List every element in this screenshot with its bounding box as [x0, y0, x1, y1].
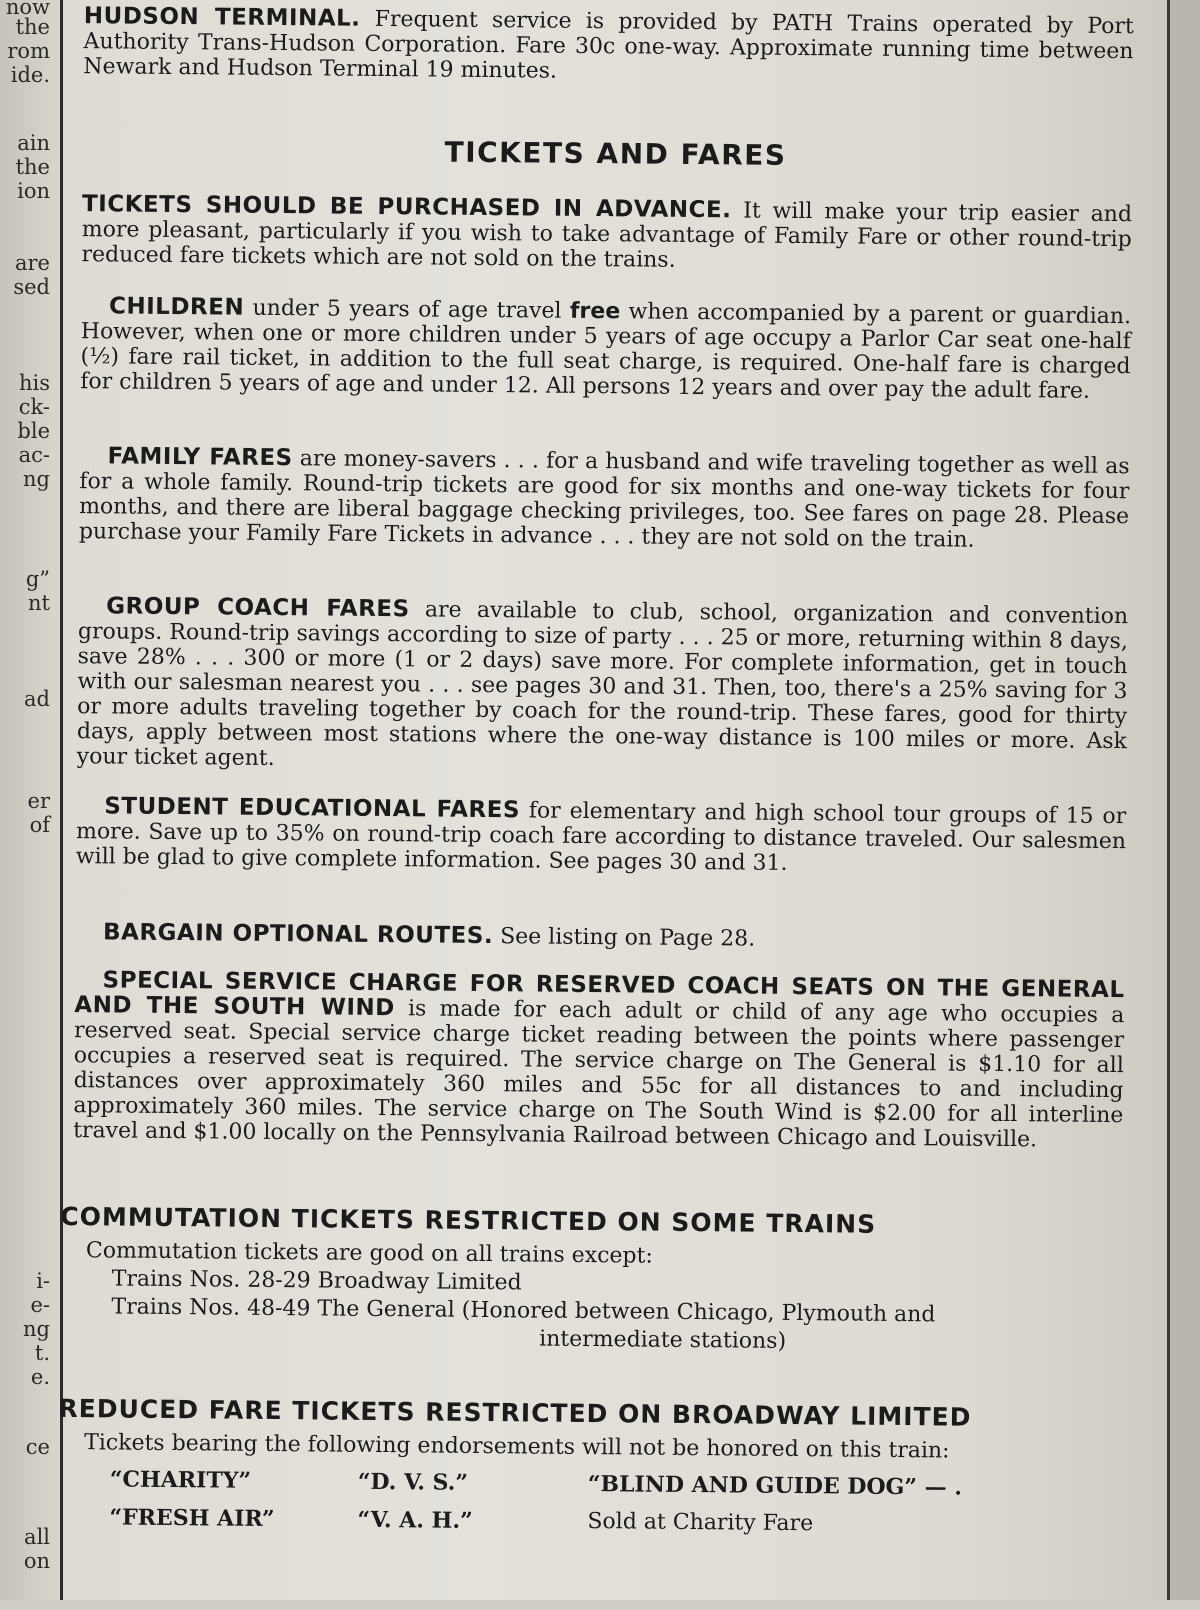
margin-fragment: ng — [23, 467, 50, 491]
margin-fragment: ac- — [18, 443, 50, 467]
paragraph-text: It will make your trip easier and more pleasant, particularly if you wish to take advantage of Family Fare or other round-trip reduced fare tickets which are not sold on the trains. — [81, 198, 1133, 273]
free-emphasis: free — [569, 298, 621, 325]
paragraph-text: Frequent service is provided by PATH Trains operated by Port Authority Trans-Hudson Corporation. Fare 30c one-way. Approximate running time between Newark and Hudson Terminal 19 minutes. — [83, 6, 1134, 84]
document-column — [57, 0, 1162, 1610]
endorsement-fresh-air: “FRESH AIR” — [109, 1504, 275, 1533]
margin-fragment: i- — [36, 1269, 50, 1293]
margin-fragment: the — [15, 155, 50, 179]
margin-fragment: ce — [25, 1435, 50, 1459]
paragraph-text: are available to club, school, organization and convention groups. Round-trip savings according to size of party . . . 25 or more, returning within 8 days, save 28% . . . 300 or more (1 or 2 days) save more. For complete information, get in touch with our salesman nearest you . . . see pages 30 and 31. Then, too, there's a 25% saving for 3 or more adults traveling together by coach for the round-trip. These fares, good for thirty days, apply between most stations where the one-way distance is 100 miles or more. Ask your ticket agent. — [76, 597, 1129, 771]
margin-fragment: e- — [30, 1293, 50, 1317]
paragraph-lead: GROUP COACH FARES — [106, 593, 410, 623]
tickets-advance-paragraph — [81, 192, 1132, 277]
family-fares-paragraph — [79, 444, 1130, 554]
margin-fragment: ble — [17, 419, 50, 443]
paragraph-text: are money-savers . . . for a husband and wife traveling together as well as for a whole family. Round-trip tickets are good for six months and one-way tickets for four months, and there are liberal baggage checking privileges, too. See fares on page 28. Please purchase your Family Fare Tickets in advance . . . they are not sold on the train. — [78, 446, 1130, 553]
margin-fragment: ion — [17, 179, 50, 203]
commutation-heading: COMMUTATION TICKETS RESTRICTED ON SOME TRAINS — [60, 1201, 877, 1239]
paragraph-text: under 5 years of age travel — [252, 295, 562, 324]
margin-fragment: nt — [28, 591, 50, 615]
hudson-terminal-paragraph — [83, 4, 1134, 89]
left-margin-adjacent-page — [0, 0, 60, 1600]
children-paragraph — [80, 294, 1131, 404]
margin-fragment: all — [24, 1525, 50, 1549]
commutation-train-line: Trains Nos. 48-49 The General (Honored between Chicago, Plymouth and — [111, 1294, 936, 1328]
margin-fragment: ain — [17, 131, 50, 155]
margin-fragment: the — [15, 15, 50, 39]
paragraph-text: for elementary and high school tour groups of 15 or more. Save up to 35% on round-trip coach fare according to distance traveled. Our salesmen will be glad to give complete information. See pages 30 and 31. — [75, 798, 1127, 876]
special-service-charge-paragraph — [73, 968, 1125, 1153]
paragraph-lead: STUDENT EDUCATIONAL FARES — [104, 793, 521, 824]
margin-fragment: e. — [30, 1365, 50, 1389]
endorsement-charity: “CHARITY” — [109, 1466, 252, 1494]
commutation-train-line: intermediate stations) — [539, 1326, 787, 1354]
paragraph-text: is made for each adult or child of any age who occupies a reserved seat. Special service charge ticket reading between the points where passenger occupies a reserved seat is required. The service charge on The General is $1.10 for all distances over approximately 360 miles and 55c for all distances to and including approximately 360 miles. The service charge on The South Wind is $2.00 for all interline travel and $1.00 locally on the Pennsylvania Railroad between Chicago and Louisville. — [73, 996, 1125, 1153]
section-title: TICKETS AND FARES — [444, 135, 787, 172]
group-coach-fares-paragraph — [77, 594, 1129, 779]
margin-fragment: are — [15, 251, 50, 275]
margin-fragment: rom — [7, 39, 50, 63]
endorsement-vah: “V. A. H.” — [357, 1506, 473, 1534]
paragraph-text: when accompanied by a parent or guardian. However, when one or more children under 5 years of age occupy a Parlor Car seat one-half (½) fare rail ticket, in addition to the full seat charge, is required. One-half fare is charged for children 5 years of age and under 12. All persons 12 years and over pay the adult fare. — [80, 299, 1132, 404]
commutation-intro: Commutation tickets are good on all trains except: — [85, 1238, 653, 1269]
margin-fragment: of — [29, 813, 50, 837]
paragraph-lead: BARGAIN OPTIONAL ROUTES. — [102, 919, 494, 950]
paragraph-lead: FAMILY FARES — [107, 443, 293, 472]
margin-fragment: sed — [13, 275, 50, 299]
student-educational-fares-paragraph — [76, 794, 1127, 879]
margin-fragment: g” — [25, 567, 50, 591]
margin-fragment: on — [23, 1549, 50, 1573]
margin-fragment: t. — [34, 1341, 50, 1365]
margin-fragment: ide. — [10, 63, 50, 87]
paragraph-text: See listing on Page 28. — [500, 924, 756, 952]
margin-fragment: ng — [23, 1317, 50, 1341]
reduced-fare-intro: Tickets bearing the following endorsements will not be honored on this train: — [84, 1430, 950, 1464]
endorsement-blind-guide-dog: “BLIND AND GUIDE DOG” — . — [587, 1471, 963, 1501]
sold-at-charity-fare-note: Sold at Charity Fare — [587, 1509, 814, 1537]
commutation-train-line: Trains Nos. 28-29 Broadway Limited — [111, 1266, 522, 1296]
margin-fragment: ad — [24, 687, 50, 711]
margin-fragment: er — [27, 789, 50, 813]
paragraph-lead: HUDSON TERMINAL. — [83, 3, 361, 32]
paragraph-lead: SPECIAL SERVICE CHARGE FOR RESERVED COACH SEATS ON THE GENERAL AND THE SOUTH WIND — [74, 967, 1125, 1022]
endorsement-dvs: “D. V. S.” — [357, 1468, 469, 1496]
bargain-optional-routes-paragraph — [75, 920, 1125, 955]
margin-fragment: ck- — [18, 395, 50, 419]
reduced-fare-heading: REDUCED FARE TICKETS RESTRICTED ON BROADWAY LIMITED — [58, 1393, 972, 1432]
page-right-edge — [1170, 0, 1200, 1600]
paragraph-lead: CHILDREN — [108, 293, 245, 321]
margin-fragment: now — [5, 0, 50, 19]
paragraph-lead: TICKETS SHOULD BE PURCHASED IN ADVANCE. — [81, 191, 732, 224]
margin-fragment: his — [18, 371, 50, 395]
